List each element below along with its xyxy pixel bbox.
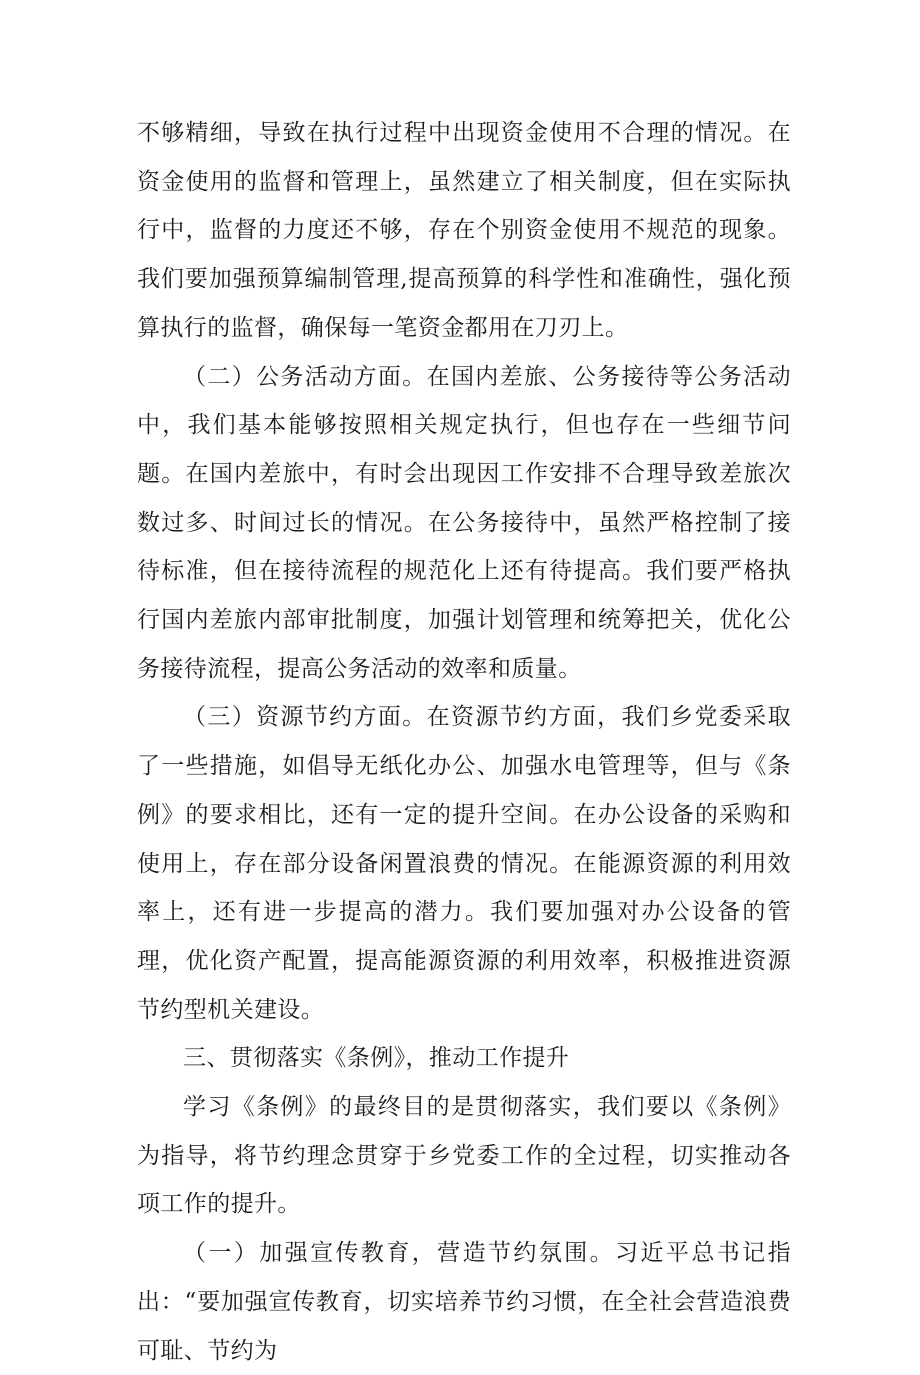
- paragraph-publicity: （一）加强宣传教育，营造节约氛围。习近平总书记指出：“要加强宣传教育，切实培养节约习惯，在全社会营造浪费可耻、节约为: [137, 1240, 791, 1364]
- document-body: [137, 109, 791, 1375]
- paragraph-official-activities: （二）公务活动方面。在国内差旅、公务接待等公务活动中，我们基本能够按照相关规定执行，但也存在一些细节问题。在国内差旅中，有时会出现因工作安排不合理导致差旅次数过多、时间过长的情况。在公务接待中，虽然严格控制了接待标准，但在接待流程的规范化上还有待提高。我们要严格执行国内差旅内部审批制度，加强计划管理和统筹把关，优化公务接待流程，提高公务活动的效率和质量。: [137, 363, 791, 682]
- paragraph-funds-usage: 不够精细，导致在执行过程中出现资金使用不合理的情况。在资金使用的监督和管理上，虽然建立了相关制度，但在实际执行中，监督的力度还不够，存在个别资金使用不规范的现象。我们要加强预算编制管理,提高预算的科学性和准确性，强化预算执行的监督，确保每一笔资金都用在刀刃上。: [137, 120, 791, 341]
- paragraph-implementation: 学习《条例》的最终目的是贯彻落实，我们要以《条例》为指导，将节约理念贯穿于乡党委工作的全过程，切实推动各项工作的提升。: [137, 1094, 791, 1218]
- section-heading: 三、贯彻落实《条例》，推动工作提升: [183, 1045, 570, 1072]
- paragraph-resource-saving: （三）资源节约方面。在资源节约方面，我们乡党委采取了一些措施，如倡导无纸化办公、加强水电管理等，但与《条例》的要求相比，还有一定的提升空间。在办公设备的采购和使用上，存在部分设备闲置浪费的情况。在能源资源的利用效率上，还有进一步提高的潜力。我们要加强对办公设备的管理，优化资产配置，提高能源资源的利用效率，积极推进资源节约型机关建设。: [137, 704, 791, 1023]
